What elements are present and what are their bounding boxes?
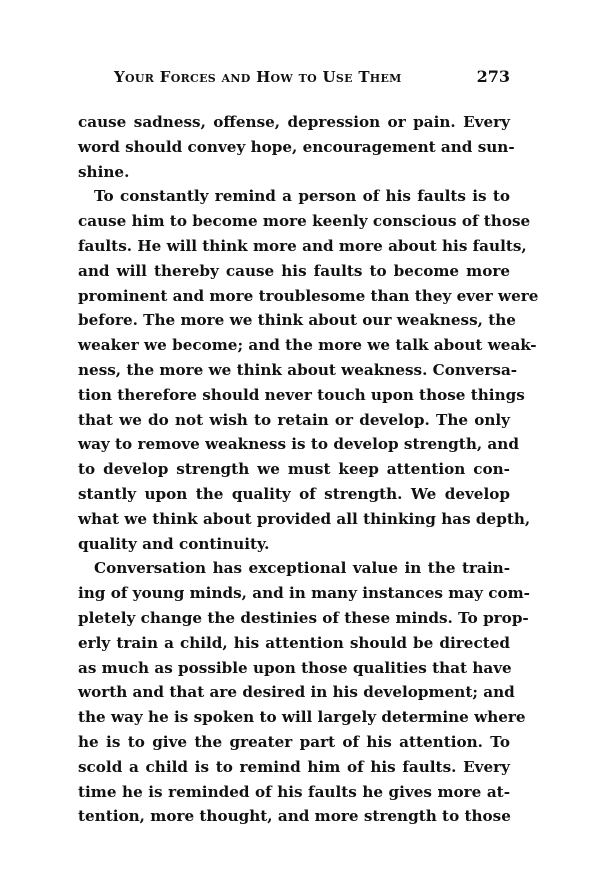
text-line: shine. <box>78 162 130 181</box>
text-line: cause him to become more keenly conscious of those <box>78 212 531 231</box>
text-line: the way he is spoken to will largely determine where <box>78 708 526 727</box>
text-line: to develop strength we must keep attention con- <box>78 460 510 479</box>
text-line: ness, the more we think about weakness. Conversa- <box>78 360 518 379</box>
text-line: tion therefore should never touch upon those things <box>78 385 525 404</box>
text-line: prominent and more troublesome than they ever were <box>78 286 539 305</box>
page-body-text <box>78 110 539 829</box>
text-line: worth and that are desired in his development; and <box>78 683 515 702</box>
text-line: way to remove weakness is to develop strength, and <box>78 435 519 454</box>
text-line: erly train a child, his attention should be directed <box>78 633 510 652</box>
text-line: that we do not wish to retain or develop. The only <box>78 410 510 429</box>
text-line: stantly upon the quality of strength. We develop <box>78 484 510 503</box>
page-number: 273 <box>476 67 510 86</box>
text-line: as much as possible upon those qualities that have <box>78 658 512 677</box>
text-line: pletely change the destinies of these minds. To prop- <box>78 608 529 627</box>
text-line: scold a child is to remind him of his faults. Every <box>78 757 510 776</box>
text-line: before. The more we think about our weakness, the <box>78 311 516 330</box>
page-header <box>78 68 510 94</box>
text-line: tention, more thought, and more strength to those <box>78 807 511 826</box>
text-line: what we think about provided all thinking has depth, <box>78 509 531 528</box>
text-line: word should convey hope, encouragement and sun- <box>78 137 515 156</box>
text-line: time he is reminded of his faults he gives more at- <box>78 782 510 801</box>
text-line: quality and continuity. <box>78 534 270 553</box>
text-line: and will thereby cause his faults to become more <box>78 261 510 280</box>
text-line: faults. He will think more and more about his faults, <box>78 236 527 255</box>
text-line: Conversation has exceptional value in the train- <box>94 559 510 578</box>
text-line: he is to give the greater part of his attention. To <box>78 732 510 751</box>
text-line: weaker we become; and the more we talk about weak- <box>78 336 537 355</box>
text-line: To constantly remind a person of his faults is to <box>94 187 510 206</box>
text-line: cause sadness, offense, depression or pain. Every <box>78 113 510 131</box>
running-title: Your Forces and How to Use Them <box>114 68 402 86</box>
text-line: ing of young minds, and in many instances may com- <box>78 584 530 603</box>
